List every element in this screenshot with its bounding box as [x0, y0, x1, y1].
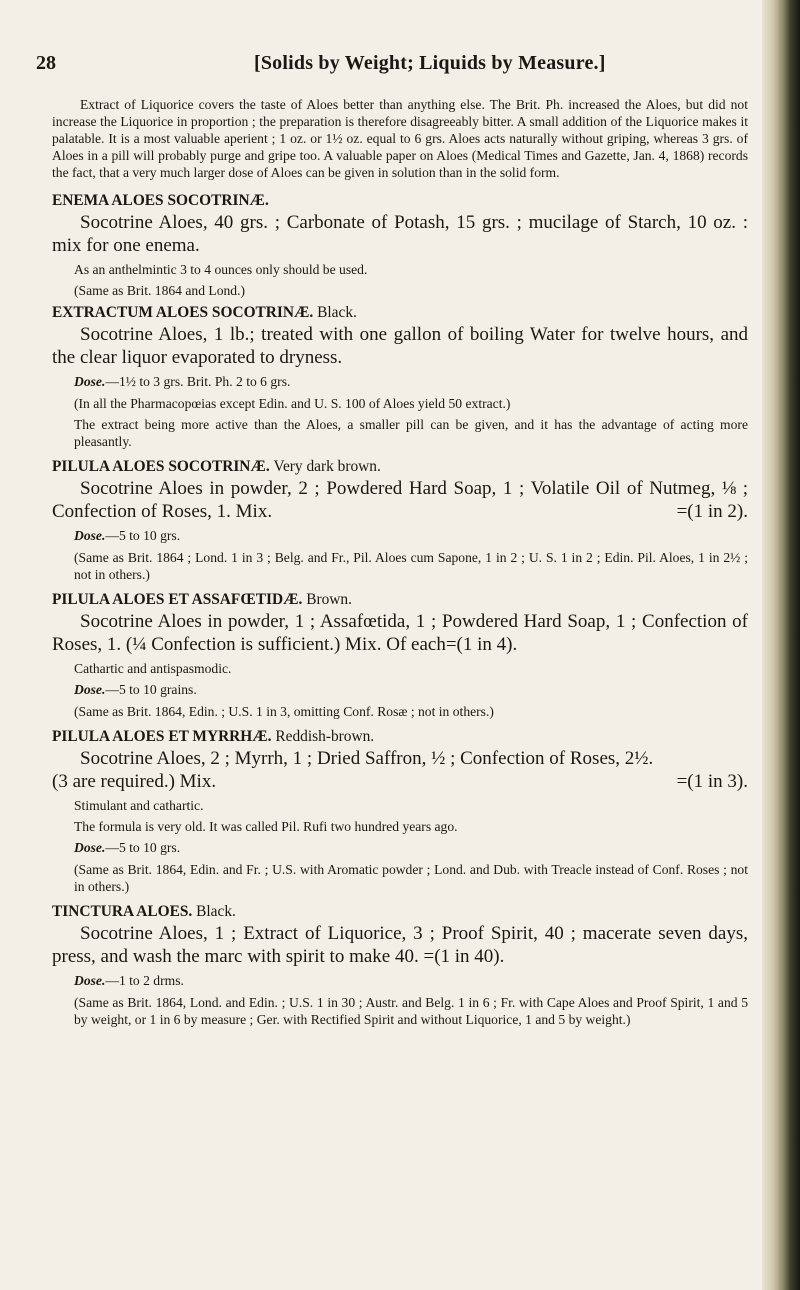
assafoetida-formula: Socotrine Aloes in powder, 1 ; Assafœtida, 1 ; Powdered Hard Soap, 1 ; Confection of Roses, 1. (¼ Confection is sufficient.) Mix. Of each=(1 in 4).: [52, 611, 748, 655]
myrrh-formula: Socotrine Aloes, 2 ; Myrrh, 1 ; Dried Saffron, ½ ; Confection of Roses, 2½.: [80, 748, 654, 769]
myrrh-ratio: =(1 in 3).: [676, 771, 748, 792]
page-content: [52, 96, 748, 1028]
dose-label: Dose.: [74, 528, 106, 543]
binding-thread: [775, 0, 778, 1290]
assafoetida-heading: [52, 590, 748, 610]
assafoetida-note: Cathartic and antispasmodic.: [74, 661, 232, 676]
pilula-desc: Very dark brown.: [273, 458, 381, 475]
pilula-ratio: =(1 in 2).: [676, 501, 748, 522]
myrrh-title: PILULA ALOES ET MYRRHÆ.: [52, 728, 272, 745]
tinctura-dose-line: [52, 972, 748, 990]
enema-formula: Socotrine Aloes, 40 grs. ; Carbonate of Potash, 15 grs. ; mucilage of Starch, 10 oz. : mix for one enema.: [52, 212, 748, 256]
extractum-dose-line: [52, 373, 748, 391]
myrrh-formula-2: (3 are required.) Mix.: [52, 771, 217, 792]
pilula-formula: [52, 477, 748, 523]
intro-paragraph: Extract of Liquorice covers the taste of Aloes better than anything else. The Brit. Ph. increased the Aloes, but did not increase the Liquorice in proportion ; the preparation is therefore disagreeably bitter. A small addition of the Liquorice makes it palatable. It is a most valuable aperient ; 1 oz. or 1½ oz. equal to 6 grs. Aloes acts naturally without griping, whereas 3 grs. of Aloes in a pill will probably purge and gripe too. A valuable paper on Aloes (Medical Times and Gazette, Jan. 4, 1868) records the fact, that a very much larger dose of Aloes can be given in solution than in the solid form.: [52, 97, 748, 180]
page-number: 28: [36, 52, 56, 74]
extractum-note: (In all the Pharmacopœias except Edin. and U. S. 100 of Aloes yield 50 extract.): [74, 396, 511, 411]
page-binding-edge: [762, 0, 800, 1290]
tinctura-title: TINCTURA ALOES.: [52, 903, 193, 920]
dose-label: Dose.: [74, 682, 106, 697]
assafoetida-dose-line: [52, 681, 748, 699]
extractum-note-2: The extract being more active than the Aloes, a smaller pill can be given, and it has the advantage of acting more pleasantly.: [74, 417, 748, 449]
pilula-dose: —5 to 10 grs.: [105, 528, 181, 543]
assafoetida-dose: —5 to 10 grains.: [105, 682, 197, 697]
myrrh-note-2: The formula is very old. It was called Pil. Rufi two hundred years ago.: [74, 819, 458, 834]
running-head: [Solids by Weight; Liquids by Measure.]: [254, 52, 606, 74]
pilula-title: PILULA ALOES SOCOTRINÆ.: [52, 458, 270, 475]
myrrh-heading: [52, 727, 748, 747]
page-header: [36, 52, 756, 82]
extractum-pharmacopoeia: (Same as Brit. 1864 and Lond.): [74, 283, 246, 298]
extractum-formula: Socotrine Aloes, 1 lb.; treated with one gallon of boiling Water for twelve hours, and the clear liquor evaporated to dryness.: [52, 324, 748, 368]
myrrh-formula-line-2: [52, 770, 748, 793]
myrrh-dose-line: [52, 839, 748, 857]
tinctura-heading: [52, 902, 748, 922]
dose-label: Dose.: [74, 840, 106, 855]
enema-title: [52, 191, 748, 211]
enema-note: As an anthelmintic 3 to 4 ounces only should be used.: [74, 262, 368, 277]
tinctura-note: (Same as Brit. 1864, Lond. and Edin. ; U.S. 1 in 30 ; Austr. and Belg. 1 in 6 ; Fr. with Cape Aloes and Proof Spirit, 1 and 5 by weight, or 1 in 6 by measure ; Ger. with Rectified Spirit and without Liquorice, 1 and 5 by weight.): [74, 995, 748, 1027]
dose-label: Dose.: [74, 374, 106, 389]
pilula-dose-line: [52, 527, 748, 545]
myrrh-note-3: (Same as Brit. 1864, Edin. and Fr. ; U.S. with Aromatic powder ; Lond. and Dub. with Treacle instead of Conf. Roses ; not in others.): [74, 862, 748, 894]
assafoetida-desc: Brown.: [306, 591, 352, 608]
myrrh-dose: —5 to 10 grs.: [105, 840, 181, 855]
dose-label: Dose.: [74, 973, 106, 988]
extractum-desc: Black.: [317, 304, 357, 321]
pilula-heading: [52, 457, 748, 477]
extractum-title: EXTRACTUM ALOES SOCOTRINÆ.: [52, 304, 314, 321]
pilula-note: (Same as Brit. 1864 ; Lond. 1 in 3 ; Belg. and Fr., Pil. Aloes cum Sapone, 1 in 2 ; U. S. 1 in 2 ; Edin. Pil. Aloes, 1 in 2½ ; not in others.): [74, 550, 748, 582]
myrrh-note: Stimulant and cathartic.: [74, 798, 204, 813]
extractum-heading: [52, 303, 748, 323]
myrrh-desc: Reddish-brown.: [275, 728, 375, 745]
tinctura-desc: Black.: [196, 903, 236, 920]
pilula-formula-text: Socotrine Aloes in powder, 2 ; Powdered Hard Soap, 1 ; Volatile Oil of Nutmeg, ⅛ ; Confection of Roses, 1. Mix.: [52, 478, 748, 522]
enema-title-text: ENEMA ALOES SOCOTRINÆ.: [52, 192, 269, 209]
tinctura-formula: Socotrine Aloes, 1 ; Extract of Liquorice, 3 ; Proof Spirit, 40 ; macerate seven days, press, and wash the marc with spirit to make 40. =(1 in 40).: [52, 923, 748, 967]
tinctura-dose: —1 to 2 drms.: [105, 973, 184, 988]
extractum-dose: —1½ to 3 grs. Brit. Ph. 2 to 6 grs.: [105, 374, 291, 389]
assafoetida-title: PILULA ALOES ET ASSAFŒTIDÆ.: [52, 591, 303, 608]
assafoetida-note-2: (Same as Brit. 1864, Edin. ; U.S. 1 in 3, omitting Conf. Rosæ ; not in others.): [74, 704, 494, 719]
